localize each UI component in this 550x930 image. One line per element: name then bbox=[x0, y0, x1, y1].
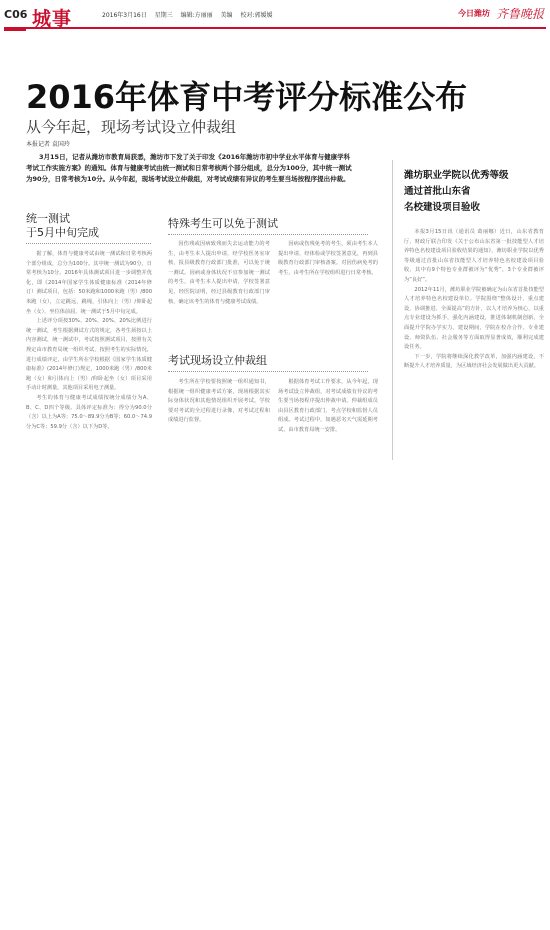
proofreader: 校对:郭媛媛 bbox=[240, 12, 273, 19]
paragraph: 因病或伤残免考的考生，须由考生本人提出申请，经体检或学校签署意见，再到县级教育行政部门审核备案。对因伤病免考的考生，由考生所在学校组织进行日常考核。 bbox=[278, 241, 378, 276]
section-body bbox=[278, 378, 378, 436]
section-heading: 统一测试 于5月中旬完成 bbox=[26, 212, 99, 239]
headline: 2016年体育中考评分标准公布 bbox=[26, 78, 468, 116]
date: 2016年3月16日 bbox=[102, 12, 147, 19]
lead-paragraph: 3月15日，记者从潍坊市教育局获悉，潍坊市下发了关于印发《2016年潍坊市初中学业水平体育与健康学科考试工作实施方案》的通知。体育与健康考试由统一测试和日常考核两个部分组成，总分为100分，其中统一测试为90分，日常考核为10分。从今年起，现场考试设立仲裁组，对考试成绩有异议的考生要当场按程序提出仲裁。 bbox=[26, 153, 352, 183]
byline: 本报记者 袁国玲 bbox=[26, 141, 70, 148]
page-number: C06 bbox=[4, 8, 28, 21]
paragraph: 考生的体育与健康考试成绩按统分成绩分为A、B、C、D四个等级。具体评定标准为：得分为90.0分（含）以上为A等；75.0～89.9分为B等；60.0～74.9分为C等；59.9分（含）以下为D等。 bbox=[26, 394, 152, 430]
weekday: 星期三 bbox=[154, 12, 173, 19]
section-heading: 考试现场设立仲裁组 bbox=[168, 354, 267, 367]
paragraph: 下一步，学院将继续深化教学改革，加强内涵建设，不断提升人才培养质量，为区域经济社会发展做出更大贡献。 bbox=[404, 353, 544, 370]
heading-divider bbox=[168, 234, 368, 235]
paragraph: 本报3月15日讯（通讯员 葛丽娜）近日，山东省教育厅、财政厅联合印发《关于公布山东省第一批技能型人才培养特色名校建设项目验收结果的通知》，潍坊职业学院以优秀等级通过首批山东省技能型人才培养特色名校建设项目验收，其中有9个特色专业群被评为“优秀”，3个专业群被评为“良好”。 bbox=[404, 229, 544, 283]
art-editor: 美编 bbox=[220, 12, 233, 19]
section-body bbox=[278, 240, 378, 278]
section-name: 城事 bbox=[32, 8, 73, 30]
section-body bbox=[26, 250, 152, 432]
paragraph: 据了解，体育与健康考试由统一测试和日常考核两个部分组成，总分为100分。其中统一测试为90分，日常考核为10分。2016年具体测试项目进一步调整并优化，即《2014年国家学生体质健康标准（2014年修订）测试项目，包括：50米跑和1000米跑（男）/800米跑（女），立定跳远，跳绳，引体向上（男）/仰卧起坐（女），坐位体前屈，统一测试于5月中旬完成。 bbox=[26, 251, 152, 315]
section-heading: 特殊考生可以免于测试 bbox=[168, 217, 278, 230]
editor: 编辑:方丽丽 bbox=[180, 12, 213, 19]
section-body bbox=[168, 240, 270, 307]
paragraph: 根据体育考试工作要求，从今年起，现场考试设立仲裁组，对考试成绩有异议的考生要当场按程序提出仲裁申请。仲裁组成员由县区教育行政部门、考点学校和监督人员组成。考试过程中，如遇恶劣天气需延期考试，由市教育局统一安排。 bbox=[278, 379, 378, 433]
brand-tag: 今日潍坊 bbox=[458, 9, 490, 18]
header-accent bbox=[4, 27, 26, 31]
sidebar-body bbox=[404, 228, 544, 372]
paragraph: 2012年11月，潍坊职业学院被确定为山东省首批技能型人才培养特色名校建设单位。学院围绕“整体设计、重点建设、协调推进、全面提高”的方针，以人才培养为核心，以重点专业建设为抓手，强化内涵建设，推进体制机制创新，全面提升学院办学实力。建设期间，学院在校企合作、专业建设、师资队伍、社会服务等方面取得显著成效，顺利完成建设任务。 bbox=[404, 286, 544, 351]
paragraph: 上述评分项按30%、20%、20%、20%比例进行统一测试，考生根据测试方式的规定，各考生须按以上内容测试，统一测试中，考试按照测试项目，按照有关规定由市教育局统一组织考试，按照考生的实际情况，进行成绩评定，由学生所在学校根据《国家学生体质健康标准》(2014年修订)规定，1000米跑（男）/800米跑（女）和引体向上（男）/仰卧起坐（女）项目采用手动计时测量，其他项目采用电子测量。 bbox=[26, 318, 152, 392]
paragraph: 因伤残或因病致残而失去运动能力的考生，由考生本人提出申请，经学校医务室审核，报县级教育行政部门批准，可以免于统一测试。因病或身体状况不宜参加统一测试的考生，由考生本人提出申请，学校签署意见，经医院证明，经过县级教育行政部门审核，确定该考生的体育与健康考试成绩。 bbox=[168, 241, 270, 305]
heading-divider bbox=[168, 371, 368, 372]
paragraph: 考生所在学校要按照统一组织通知书，根据统一组织健康考试方案，现场根据其实际身体状况和其他情况组织开展考试。学校要对考试的全过程进行录像，对考试过程和成绩进行监督。 bbox=[168, 379, 270, 424]
header-rule bbox=[4, 27, 546, 29]
column-divider bbox=[392, 160, 393, 460]
section-body bbox=[168, 378, 270, 426]
date-line bbox=[102, 10, 279, 19]
subheadline: 从今年起，现场考试设立仲裁组 bbox=[26, 118, 237, 136]
sidebar-title: 潍坊职业学院以优秀等级 通过首批山东省 名校建设项目验收 bbox=[404, 170, 509, 213]
brand-logo: 齐鲁晚报 bbox=[495, 7, 544, 21]
heading-divider bbox=[26, 243, 151, 244]
